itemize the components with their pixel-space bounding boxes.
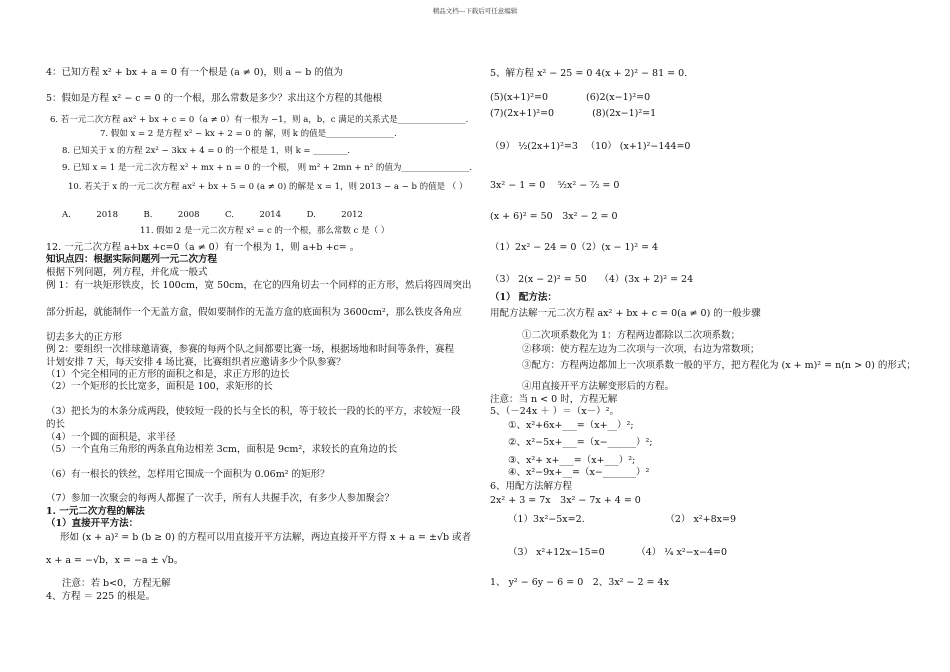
left-line: 10. 若关于 x 的一元二次方程 ax² + bx + 5 = 0 (a ≠ 0) 的解是 x = 1，则 2013 − a − b 的值是 （ ）: [68, 182, 468, 192]
left-line: （2）一个矩形的长比宽多，面积是 100，求矩形的长: [46, 381, 273, 392]
left-line: 计划安排 7 天，每天安排 4 场比赛，比赛组织者应邀请多少个队参赛？: [46, 357, 346, 368]
left-line: A. 2018 B. 2008 C. 2014 D. 2012: [62, 210, 363, 220]
right-line: ④、x²−9x+__=（x−_______）²: [508, 467, 650, 478]
left-line: 例 1：有一块矩形铁皮，长 100cm，宽 50cm，在它的四角切去一个同样的正方形，然后将四周突出: [46, 280, 472, 291]
right-line: （1）3x²−5x=2. （2） x²+8x=9: [508, 514, 736, 525]
left-line: 切去多大的正方形: [46, 332, 123, 343]
left-line: x + a = −√b，x = −a ± √b。: [46, 555, 184, 566]
left-line: （6）有一根长的铁丝，怎样用它围成一个面积为 0.06m² 的矩形？: [46, 469, 330, 480]
right-line: (5)(x+1)²=0 (6)2(x−1)²=0: [490, 92, 651, 103]
left-line: 根据下列问题，列方程，并化成一般式: [46, 267, 208, 278]
left-line: 部分折起，就能制作一个无盖方盒，假如要制作的无盖方盒的底面积为 3600cm²，那么铁皮各角应: [46, 307, 462, 318]
left-line: 11. 假如 2 是一元二次方程 x² = c 的一个根，那么常数 c 是（ ）: [140, 226, 390, 236]
left-line: 5：假如是方程 x² − c = 0 的一个根，那么常数是多少？求出这个方程的其他根: [46, 93, 383, 104]
left-line: 1. 一元二次方程的解法: [46, 506, 145, 517]
left-line: （1）直接开平方法：: [46, 518, 139, 529]
left-line: 4、方程 ＝ 225 的根是。: [46, 591, 156, 602]
right-line: ①、x²+6x+___=（x+__）²;: [508, 420, 634, 431]
left-line: （1）个完全相同的正方形的面积之和是，求正方形的边长: [46, 369, 290, 380]
left-line: 6. 若一元二次方程 ax² + bx + c = 0（a ≠ 0）有一根为 −1，则 a，b，c 满足的关系式是________________.: [50, 115, 469, 125]
right-line: (7)(2x+1)²=0 (8)(2x−1)²=1: [490, 108, 657, 119]
left-line: 注意：若 b<0，方程无解: [62, 578, 171, 589]
left-line: 9. 已知 x = 1 是一元二次方程 x² + mx + n = 0 的一个根， 则 m² + 2mn + n² 的值为________________.: [62, 163, 473, 173]
right-line: 用配方法解一元二次方程 ax² + bx + c = 0(a ≠ 0) 的一般步骤: [490, 308, 761, 319]
left-line: （5）一个直角三角形的两条直角边相差 3cm，面积是 9cm²，求较长的直角边的长: [46, 444, 398, 455]
left-line: 形如 (x + a)² = b (b ≥ 0) 的方程可以用直接开平方法解，两边直接开平方得 x + a = ±√b 或者: [60, 532, 472, 543]
left-line: 8. 已知关于 x 的方程 2x² − 3kx + 4 = 0 的一个根是 1，则 k = ________.: [62, 146, 350, 156]
right-line: ②移项：使方程左边为二次项与一次项，右边为常数项；: [522, 344, 760, 355]
right-line: ③、x²+ x+___=（x+___）²;: [508, 455, 636, 466]
right-line: （9） ½(2x+1)²=3 （10） (x+1)²−144=0: [490, 141, 691, 152]
right-line: （3） 2(x − 2)² = 50 （4）(3x + 2)² = 24: [490, 274, 694, 285]
left-line: （7）参加一次聚会的每两人都握了一次手，所有人共握手次，有多少人参加聚会？: [46, 493, 395, 504]
right-line: （1）2x² − 24 = 0（2）(x − 1)² = 4: [490, 242, 659, 253]
right-line: 6、用配方法解方程: [490, 481, 573, 492]
right-line: 5、（－24x ＋ ）＝（x－）²。: [490, 406, 619, 417]
left-line: 12. 一元二次方程 a+bx +c=0（a ≠ 0）有一个根为 1，则 a+b +c= 。: [46, 242, 360, 253]
right-line: （3） x²+12x−15=0 （4） ¼ x²−x−4=0: [508, 547, 727, 558]
right-line: （1） 配方法：: [490, 292, 557, 303]
left-line: 的长: [46, 419, 66, 430]
right-line: 注意：当 n < 0 时，方程无解: [490, 394, 618, 405]
right-line: 2x² + 3 = 7x 3x² − 7x + 4 = 0: [490, 495, 641, 506]
left-line: （3）把长为的木条分成两段，使较短一段的长与全长的积，等于较长一段的长的平方，求较短一段: [46, 406, 461, 417]
right-line: 3x² − 1 = 0 ⁵⁄₂x² − ⁷⁄₂ = 0: [490, 180, 620, 191]
left-line: （4）一个圆的面积是，求半径: [46, 432, 176, 443]
right-line: 1、 y² − 6y − 6 = 0 2、3x² − 2 = 4x: [490, 577, 669, 588]
left-line: 4：已知方程 x² + bx + a = 0 有一个根是 (a ≠ 0)，则 a − b 的值为: [46, 67, 343, 78]
right-line: 5、解方程 x² − 25 = 0 4(x + 2)² − 81 = 0.: [490, 68, 688, 79]
right-line: ③配方：方程两边都加上一次项系数一般的平方，把方程化为 (x + m)² = n(n > 0) 的形式；: [522, 360, 916, 371]
right-line: (x + 6)² = 50 3x² − 2 = 0: [490, 211, 618, 222]
page-header: 精品文档---下载后可任意编辑: [432, 7, 518, 15]
right-line: ②、x²−5x+___=（x−______）²;: [508, 437, 653, 448]
right-line: ④用直接开平方法解变形后的方程。: [522, 381, 675, 392]
right-line: ①二次项系数化为 1：方程两边都除以二次项系数；: [522, 330, 741, 341]
left-line: 7. 假如 x = 2 是方程 x² − kx + 2 = 0 的 解，则 k 的值是________________.: [100, 129, 397, 139]
left-line: 知识点四：根据实际问题列一元二次方程: [46, 254, 218, 265]
left-line: 例 2：要组织一次排球邀请赛，参赛的每两个队之间都要比赛一场，根据场地和时间等条件，赛程: [46, 344, 455, 355]
